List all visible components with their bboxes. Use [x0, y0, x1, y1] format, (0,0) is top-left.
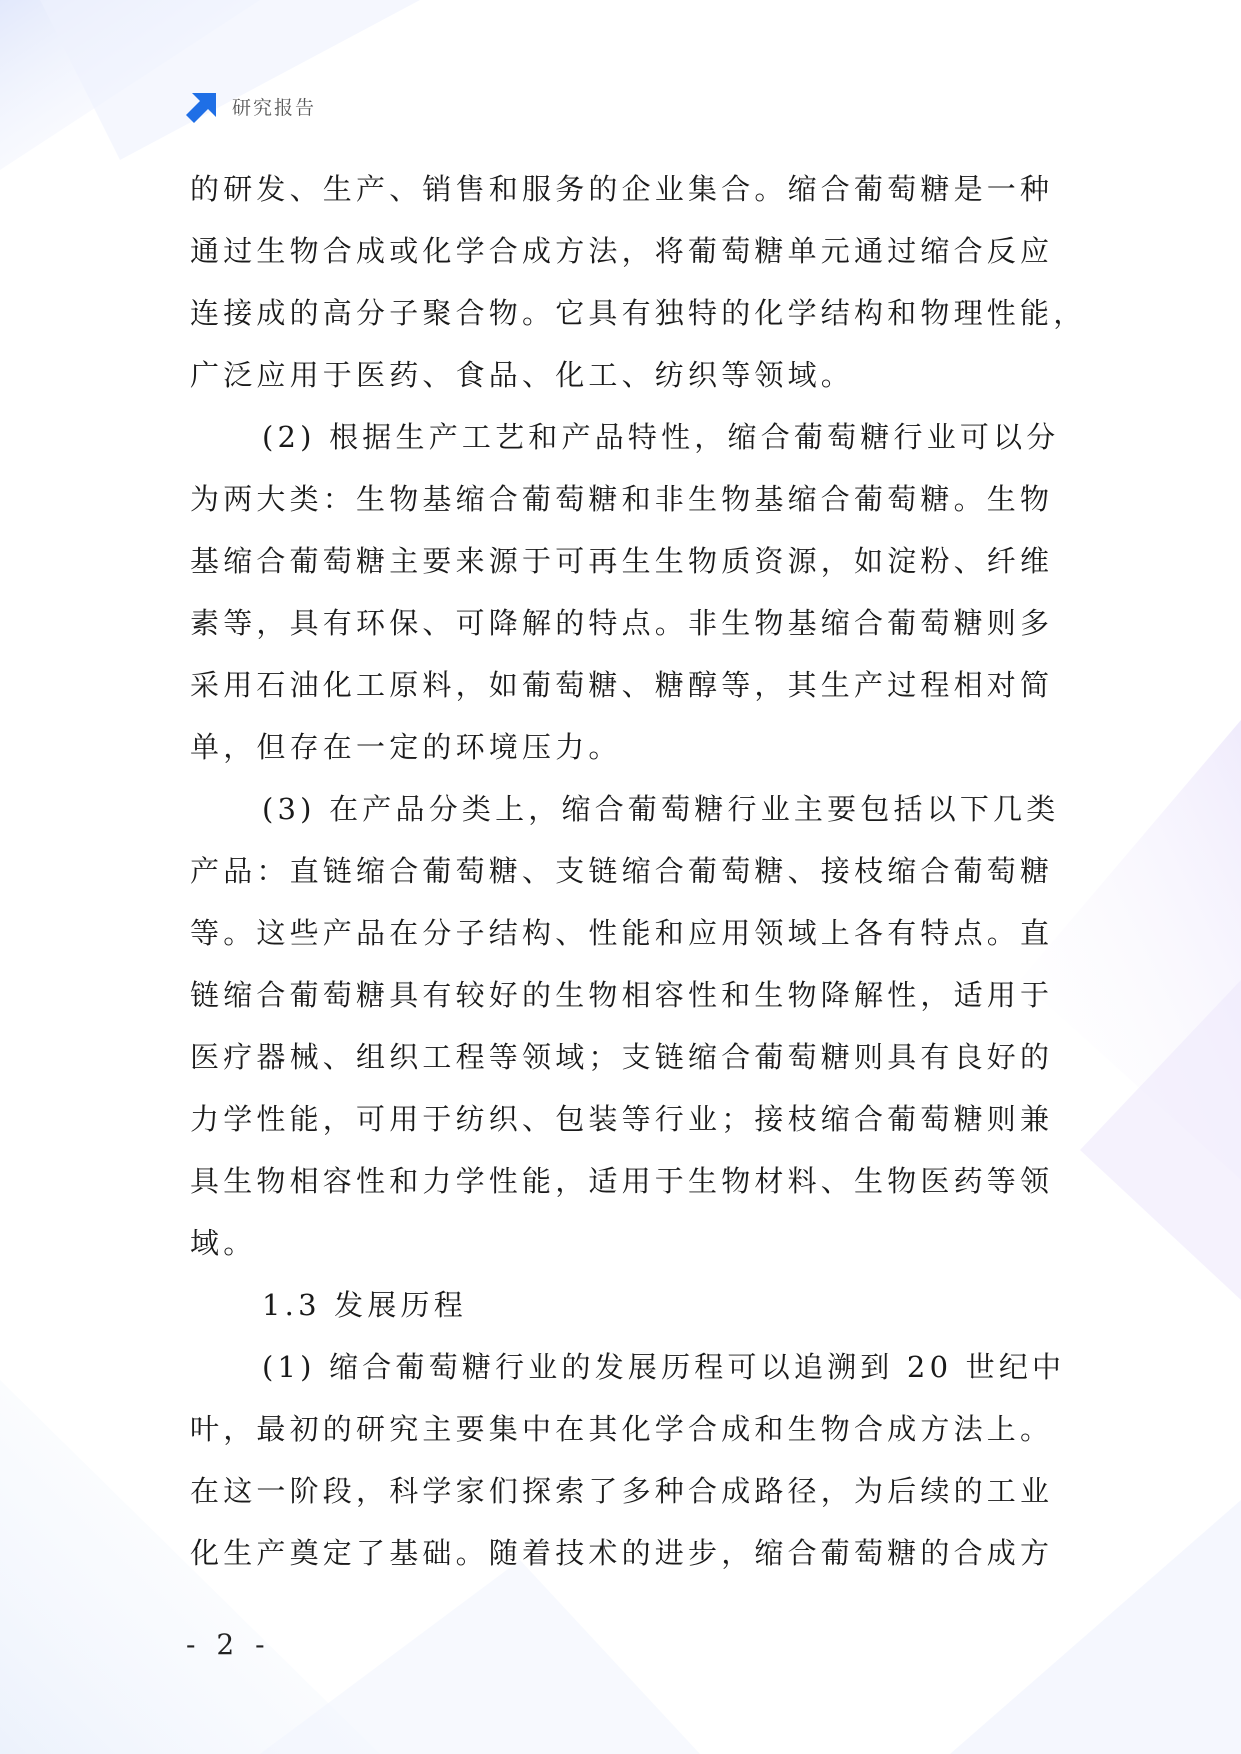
body-line: 在这一阶段，科学家们探索了多种合成路径，为后续的工业 [190, 1474, 1054, 1508]
paragraph-start-line: (2) 根据生产工艺和产品特性，缩合葡萄糖行业可以分 [262, 420, 1060, 454]
body-line: 连接成的高分子聚合物。它具有独特的化学结构和物理性能， [190, 296, 1087, 330]
body-line: 采用石油化工原料，如葡萄糖、糖醇等，其生产过程相对简 [190, 668, 1054, 702]
body-line: 的研发、生产、销售和服务的企业集合。缩合葡萄糖是一种 [190, 172, 1054, 206]
section-heading: 1.3 发展历程 [262, 1288, 467, 1322]
paragraph-start-line: (3) 在产品分类上，缩合葡萄糖行业主要包括以下几类 [262, 792, 1060, 826]
body-line: 力学性能，可用于纺织、包装等行业；接枝缩合葡萄糖则兼 [190, 1102, 1054, 1136]
body-line: 广泛应用于医药、食品、化工、纺织等领域。 [190, 358, 855, 392]
body-line: 链缩合葡萄糖具有较好的生物相容性和生物降解性，适用于 [190, 978, 1054, 1012]
body-line: 叶，最初的研究主要集中在其化学合成和生物合成方法上。 [190, 1412, 1054, 1446]
body-line: 医疗器械、组织工程等领域；支链缩合葡萄糖则具有良好的 [190, 1040, 1054, 1074]
body-line: 域。 [190, 1226, 257, 1260]
header-title: 研究报告 [232, 96, 317, 119]
document-body [190, 158, 1087, 1584]
paragraph-start-line: (1) 缩合葡萄糖行业的发展历程可以追溯到 20 世纪中 [262, 1350, 1066, 1384]
report-header [186, 88, 316, 124]
body-line: 通过生物合成或化学合成方法，将葡萄糖单元通过缩合反应 [190, 234, 1054, 268]
body-line: 基缩合葡萄糖主要来源于可再生生物质资源，如淀粉、纤维 [190, 544, 1054, 578]
body-line: 化生产奠定了基础。随着技术的进步，缩合葡萄糖的合成方 [190, 1536, 1054, 1570]
body-line: 产品：直链缩合葡萄糖、支链缩合葡萄糖、接枝缩合葡萄糖 [190, 854, 1054, 888]
body-line: 具生物相容性和力学性能，适用于生物材料、生物医药等领 [190, 1164, 1054, 1198]
brand-arrow-icon [186, 89, 220, 123]
body-line: 素等，具有环保、可降解的特点。非生物基缩合葡萄糖则多 [190, 606, 1054, 640]
page-number: - 2 - [186, 1628, 271, 1661]
body-line: 为两大类：生物基缩合葡萄糖和非生物基缩合葡萄糖。生物 [190, 482, 1054, 516]
body-line: 等。这些产品在分子结构、性能和应用领域上各有特点。直 [190, 916, 1054, 950]
body-line: 单，但存在一定的环境压力。 [190, 730, 622, 764]
